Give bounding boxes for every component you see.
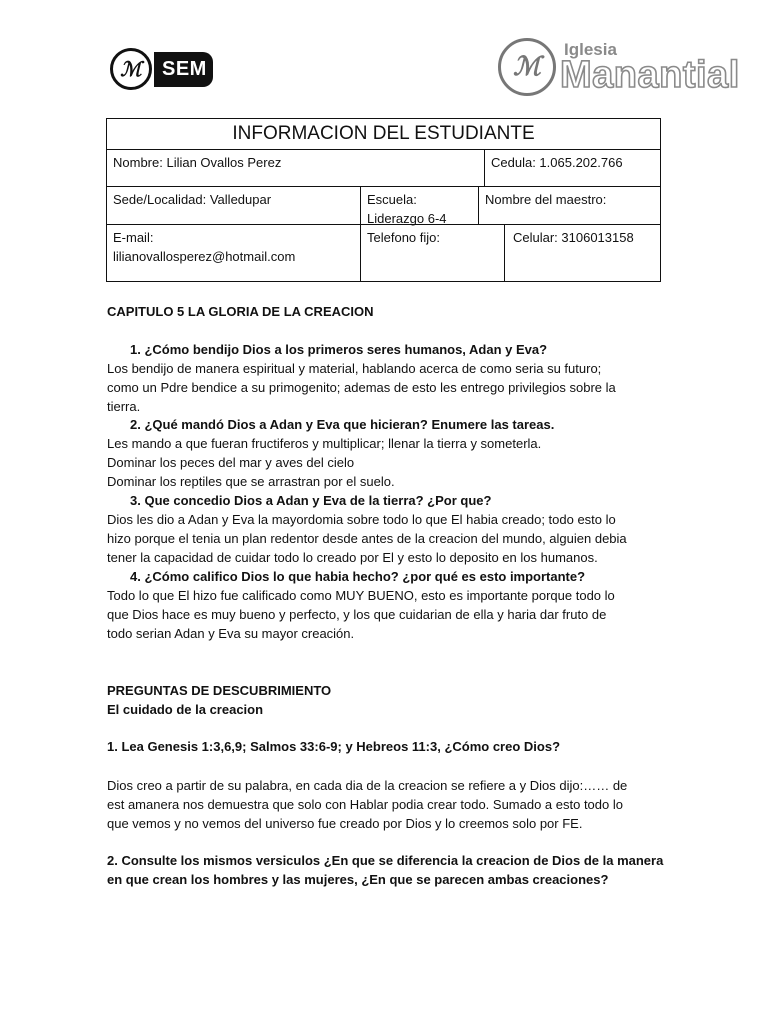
manantial-logo-top: Iglesia [564,39,617,59]
cell-maestro: Nombre del maestro: [478,186,660,224]
manantial-logo-name: Manantial [560,53,740,96]
question-1: 1. ¿Cómo bendijo Dios a los primeros seres humanos, Adan y Eva? [130,342,548,357]
email-label: E-mail: [113,230,154,245]
answer-2-line-1: Les mando a que fueran fructiferos y multiplicar; llenar la tierra y someterla. [107,436,542,451]
sem-logo-text: SEM [154,52,213,87]
sem-logo [110,48,213,90]
chapter-title: CAPITULO 5 LA GLORIA DE LA CREACION [107,304,374,319]
cell-sede: Sede/Localidad: Valledupar [107,186,360,224]
discovery-question-2-line-2: en que crean los hombres y las mujeres, ¿En que se parecen ambas creaciones? [107,872,609,887]
discovery-answer-1-line-2: est amanera nos demuestra que solo con Hablar podia crear todo. Sumado a esto todo lo [107,797,623,812]
discovery-question-1: 1. Lea Genesis 1:3,6,9; Salmos 33:6-9; y Hebreos 11:3, ¿Cómo creo Dios? [107,739,561,754]
sem-logo-mark: ℳ [110,48,152,90]
discovery-answer-1-line-1: Dios creo a partir de su palabra, en cada dia de la creacion se refiere a y Dios dijo:…… de [107,778,628,793]
answer-2-line-2: Dominar los peces del mar y aves del cielo [107,455,355,470]
cell-email [107,224,360,281]
email-value: lilianovallosperez@hotmail.com [113,249,296,264]
manantial-logo [498,38,740,96]
answer-4-line-1: Todo lo que El hizo fue calificado como MUY BUENO, esto es importante porque todo lo [107,588,615,603]
answer-4-line-3: todo serian Adan y Eva su mayor creación. [107,626,355,641]
answer-1-line-2: como un Pdre bendice a su primogenito; ademas de esto les entrego privilegios sobre la [107,380,616,395]
manantial-logo-mark: ℳ [498,38,556,96]
escuela-value: Liderazgo 6-4 [367,211,447,226]
discovery-heading: PREGUNTAS DE DESCUBRIMIENTO [107,683,332,698]
question-3: 3. Que concedio Dios a Adan y Eva de la tierra? ¿Por que? [130,493,492,508]
question-2: 2. ¿Qué mandó Dios a Adan y Eva que hicieran? Enumere las tareas. [130,417,555,432]
cell-nombre: Nombre: Lilian Ovallos Perez [107,149,484,186]
discovery-question-2-line-1: 2. Consulte los mismos versiculos ¿En que se diferencia la creacion de Dios de la manera [107,853,664,868]
question-4: 4. ¿Cómo califico Dios lo que habia hecho? ¿por qué es esto importante? [130,569,586,584]
answer-3-line-2: hizo porque el tenia un plan redentor desde antes de la creacion del mundo, alguien debia [107,531,627,546]
answer-3-line-1: Dios les dio a Adan y Eva la mayordomia sobre todo lo que El habia creado; todo esto lo [107,512,616,527]
answer-1-line-3: tierra. [107,399,141,414]
answer-3-line-3: tener la capacidad de cuidar todo lo creado por El y esto lo deposito en los humanos. [107,550,598,565]
cell-escuela [360,186,478,224]
escuela-label: Escuela: [367,192,417,207]
answer-4-line-2: que Dios hace es muy bueno y perfecto, y los que cuidarian de ella y haria dar fruto de [107,607,607,622]
discovery-subheading: El cuidado de la creacion [107,702,264,717]
student-info-table [106,118,661,282]
cell-telefono: Telefono fijo: [360,224,504,281]
cell-celular: Celular: 3106013158 [504,224,660,281]
discovery-answer-1-line-3: que vemos y no vemos del universo fue creado por Dios y lo creemos solo por FE. [107,816,583,831]
cell-cedula: Cedula: 1.065.202.766 [484,149,660,186]
answer-1-line-1: Los bendijo de manera espiritual y material, hablando acerca de como seria su futuro; [107,361,602,376]
table-title: INFORMACION DEL ESTUDIANTE [232,123,535,144]
answer-2-line-3: Dominar los reptiles que se arrastran por el suelo. [107,474,395,489]
